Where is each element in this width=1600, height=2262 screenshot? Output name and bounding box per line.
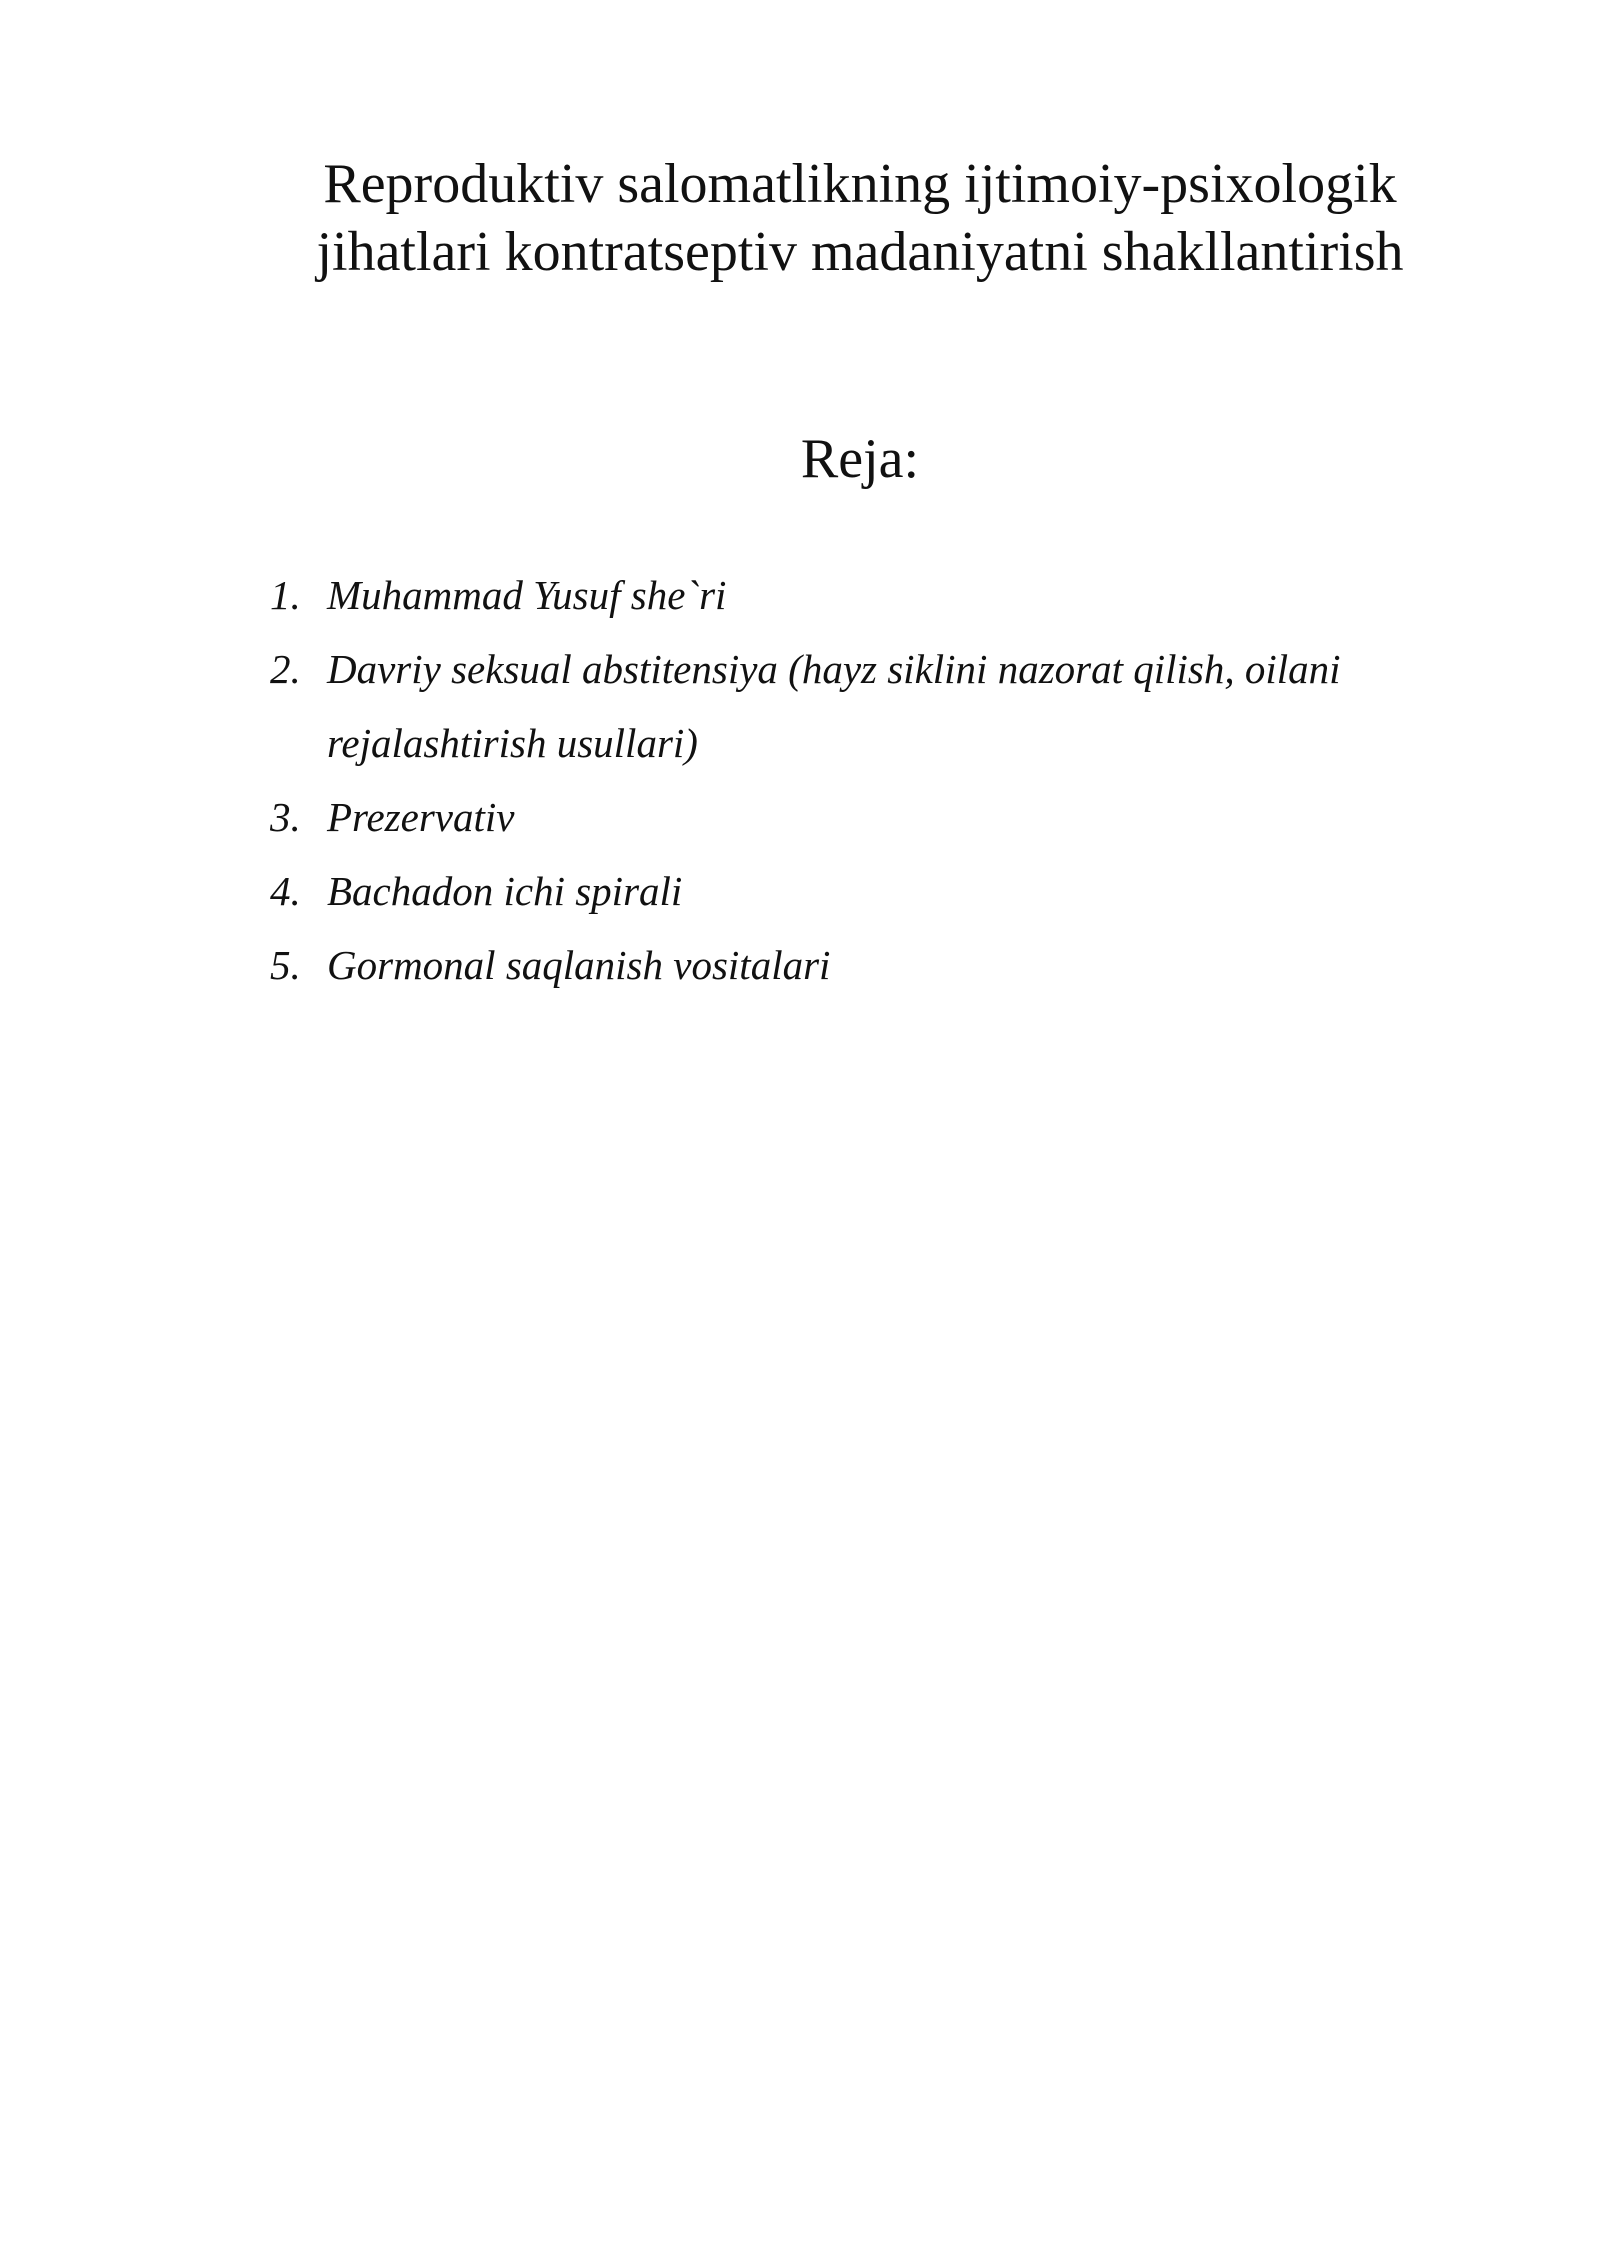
plan-item-text: Gormonal saqlanish vositalari [327,942,831,988]
plan-item [270,928,1450,1002]
title-line-1: Reproduktiv salomatlikning ijtimoiy-psixologik [323,153,1397,215]
plan-item [270,780,1450,854]
plan-item-number: 4. [270,868,301,914]
plan-item [270,632,1450,780]
plan-item [270,854,1450,928]
plan-item-number: 1. [270,572,301,618]
plan-item-number: 5. [270,942,301,988]
plan-item-text: Muhammad Yusuf she`ri [327,572,727,618]
plan-item-number: 2. [270,646,301,692]
plan-list [270,558,1450,1002]
plan-item [270,558,1450,632]
plan-item-text: Bachadon ichi spirali [327,868,683,914]
title-line-2: jihatlari kontratseptiv madaniyatni shakllantirish [316,221,1404,283]
plan-heading: Reja: [800,428,920,490]
plan-item-number: 3. [270,794,301,840]
document-title [240,150,1480,286]
plan-item-text: Prezervativ [327,794,515,840]
plan-item-text: Davriy seksual abstitensiya (hayz siklini nazorat qilish, oilani rejalashtirish usullari) [327,646,1341,766]
